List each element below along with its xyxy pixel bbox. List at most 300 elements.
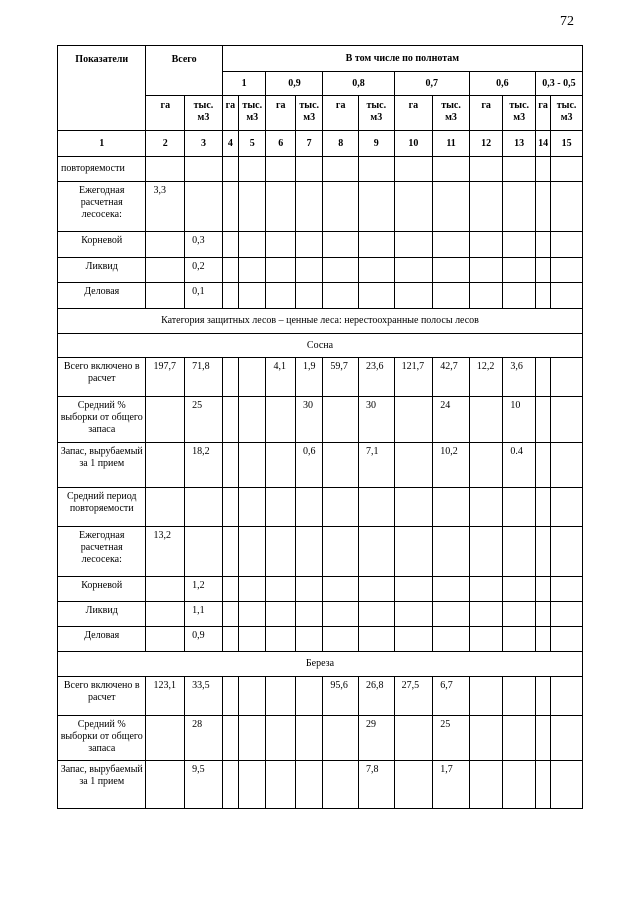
table-cell xyxy=(295,488,322,527)
table-cell: 10 xyxy=(503,397,536,443)
table-cell xyxy=(295,577,322,602)
table-cell xyxy=(503,602,536,627)
table-cell: 23,6 xyxy=(359,358,395,397)
table-cell: 3,6 xyxy=(503,358,536,397)
density-header: 0,7 xyxy=(394,72,469,96)
table-cell xyxy=(551,716,583,761)
table-cell: 33,5 xyxy=(185,677,223,716)
table-row xyxy=(58,716,583,761)
table-cell xyxy=(503,627,536,652)
table-cell: 197,7 xyxy=(146,358,185,397)
table-cell: 27,5 xyxy=(394,677,433,716)
row-label: Ликвид xyxy=(58,602,146,627)
table-row xyxy=(58,182,583,232)
table-cell xyxy=(535,182,550,232)
table-cell: 26,8 xyxy=(359,677,395,716)
column-number: 1 xyxy=(58,131,146,157)
table-cell xyxy=(323,182,359,232)
table-cell xyxy=(433,283,470,309)
table-cell xyxy=(222,397,238,443)
row-label: Средний % выборки от общего запаса xyxy=(58,716,146,761)
table-cell xyxy=(295,283,322,309)
table-cell xyxy=(266,602,295,627)
table-cell: 29 xyxy=(359,716,395,761)
unit-ha-header: га xyxy=(469,96,503,131)
table-cell xyxy=(469,488,503,527)
table-cell: 18,2 xyxy=(185,443,223,488)
table-cell xyxy=(146,488,185,527)
table-cell: 1,9 xyxy=(295,358,322,397)
table-cell xyxy=(266,397,295,443)
table-cell xyxy=(359,232,395,258)
table-cell xyxy=(535,602,550,627)
table-cell xyxy=(222,716,238,761)
table-cell xyxy=(266,716,295,761)
table-row xyxy=(58,677,583,716)
table-cell: 24 xyxy=(433,397,470,443)
table-cell xyxy=(433,577,470,602)
column-number: 5 xyxy=(239,131,266,157)
table-cell xyxy=(551,577,583,602)
table-row xyxy=(58,258,583,283)
table-row xyxy=(58,358,583,397)
table-cell xyxy=(535,157,550,182)
table-cell xyxy=(185,527,223,577)
table-cell: 59,7 xyxy=(323,358,359,397)
table-row xyxy=(58,602,583,627)
table-cell xyxy=(535,258,550,283)
table-row xyxy=(58,397,583,443)
table-cell xyxy=(323,627,359,652)
table-cell xyxy=(503,677,536,716)
column-number-row xyxy=(58,131,583,157)
table-cell xyxy=(535,577,550,602)
table-cell xyxy=(323,397,359,443)
table-cell xyxy=(146,232,185,258)
table-cell xyxy=(185,488,223,527)
column-number: 9 xyxy=(359,131,395,157)
column-number: 8 xyxy=(323,131,359,157)
table-cell xyxy=(469,716,503,761)
table-cell xyxy=(266,488,295,527)
table-cell xyxy=(551,283,583,309)
row-label: Ликвид xyxy=(58,258,146,283)
table-cell xyxy=(394,488,433,527)
table-cell xyxy=(146,397,185,443)
table-cell xyxy=(239,182,266,232)
table-cell: 7,8 xyxy=(359,761,395,809)
table-cell xyxy=(359,527,395,577)
table-row xyxy=(58,157,583,182)
density-header: 0,6 xyxy=(469,72,535,96)
table-cell xyxy=(535,716,550,761)
table-cell xyxy=(295,182,322,232)
table-cell xyxy=(295,157,322,182)
table-cell xyxy=(239,677,266,716)
table-cell xyxy=(469,527,503,577)
table-cell xyxy=(295,602,322,627)
table-cell xyxy=(222,602,238,627)
table-cell: 71,8 xyxy=(185,358,223,397)
table-cell xyxy=(222,157,238,182)
row-label: Средний % выборки от общего запаса xyxy=(58,397,146,443)
table-cell xyxy=(266,283,295,309)
table-cell xyxy=(469,232,503,258)
column-number: 10 xyxy=(394,131,433,157)
table-cell xyxy=(295,258,322,283)
table-cell xyxy=(394,602,433,627)
column-number: 15 xyxy=(551,131,583,157)
table-cell xyxy=(469,677,503,716)
header-by-density: В том числе по полнотам xyxy=(222,46,582,72)
table-cell: 30 xyxy=(359,397,395,443)
table-cell xyxy=(266,258,295,283)
table-cell xyxy=(222,761,238,809)
table-cell: 123,1 xyxy=(146,677,185,716)
row-label: Всего включено в расчет xyxy=(58,677,146,716)
table-cell: 0.4 xyxy=(503,443,536,488)
table-cell xyxy=(239,443,266,488)
table-cell xyxy=(323,157,359,182)
table-cell xyxy=(266,761,295,809)
table-cell xyxy=(222,443,238,488)
table-cell: 4,1 xyxy=(266,358,295,397)
table-cell xyxy=(185,182,223,232)
table-body xyxy=(58,157,583,809)
table-cell xyxy=(146,602,185,627)
table-cell xyxy=(146,716,185,761)
table-cell xyxy=(266,443,295,488)
table-cell xyxy=(535,397,550,443)
table-cell xyxy=(433,602,470,627)
column-number: 11 xyxy=(433,131,470,157)
table-cell: 10,2 xyxy=(433,443,470,488)
table-row xyxy=(58,527,583,577)
table-cell xyxy=(535,761,550,809)
table-cell xyxy=(239,157,266,182)
table-cell xyxy=(503,232,536,258)
table-cell: 0,9 xyxy=(185,627,223,652)
table-cell: 0,3 xyxy=(185,232,223,258)
table-cell: 6,7 xyxy=(433,677,470,716)
table-cell xyxy=(239,716,266,761)
table-cell xyxy=(433,182,470,232)
table-cell xyxy=(551,761,583,809)
table-cell xyxy=(222,627,238,652)
density-header: 0,9 xyxy=(266,72,323,96)
row-label: Деловая xyxy=(58,627,146,652)
table-cell xyxy=(503,283,536,309)
table-cell xyxy=(239,488,266,527)
table-cell xyxy=(359,258,395,283)
column-number: 7 xyxy=(295,131,322,157)
table-cell xyxy=(266,577,295,602)
row-label: Запас, вырубаемый за 1 прием xyxy=(58,443,146,488)
column-number: 6 xyxy=(266,131,295,157)
section-title: Береза xyxy=(58,652,583,677)
table-cell xyxy=(323,232,359,258)
table-row xyxy=(58,283,583,309)
table-cell: 0,2 xyxy=(185,258,223,283)
table-cell xyxy=(266,677,295,716)
section-row xyxy=(58,334,583,358)
table-cell xyxy=(469,577,503,602)
table-cell xyxy=(551,358,583,397)
section-title: Категория защитных лесов – ценные леса: нерестоохранные полосы лесов xyxy=(58,309,583,334)
table-cell: 121,7 xyxy=(394,358,433,397)
table-cell xyxy=(359,283,395,309)
table-cell xyxy=(503,716,536,761)
section-row xyxy=(58,652,583,677)
table-cell xyxy=(295,232,322,258)
table-row xyxy=(58,577,583,602)
table-cell xyxy=(222,577,238,602)
table-cell xyxy=(239,602,266,627)
table-cell xyxy=(469,182,503,232)
column-number: 2 xyxy=(146,131,185,157)
section-row xyxy=(58,309,583,334)
table-row xyxy=(58,488,583,527)
table-cell xyxy=(295,761,322,809)
table-cell xyxy=(222,488,238,527)
table-cell xyxy=(535,232,550,258)
table-cell xyxy=(535,627,550,652)
column-number: 14 xyxy=(535,131,550,157)
table-cell xyxy=(503,157,536,182)
table-cell xyxy=(323,716,359,761)
table-cell xyxy=(469,627,503,652)
density-header: 0,8 xyxy=(323,72,394,96)
table-cell xyxy=(394,627,433,652)
table-cell xyxy=(295,627,322,652)
unit-m3-header: тыс. м3 xyxy=(185,96,223,131)
table-cell xyxy=(503,488,536,527)
table-cell xyxy=(535,677,550,716)
section-title: Сосна xyxy=(58,334,583,358)
table-cell xyxy=(239,627,266,652)
table-cell xyxy=(323,577,359,602)
table-cell xyxy=(266,182,295,232)
table-cell xyxy=(469,443,503,488)
table-cell xyxy=(394,527,433,577)
table-cell xyxy=(394,258,433,283)
table-cell xyxy=(503,182,536,232)
table-cell xyxy=(503,577,536,602)
table-row xyxy=(58,761,583,809)
table-cell xyxy=(239,258,266,283)
table-cell xyxy=(469,602,503,627)
table-cell xyxy=(266,627,295,652)
unit-m3-header: тыс. м3 xyxy=(503,96,536,131)
table-cell: 25 xyxy=(185,397,223,443)
table-cell xyxy=(266,232,295,258)
table-cell xyxy=(469,761,503,809)
table-cell xyxy=(323,488,359,527)
table-cell xyxy=(266,157,295,182)
column-number: 12 xyxy=(469,131,503,157)
row-label: Средний период повторяемости xyxy=(58,488,146,527)
table-cell xyxy=(551,527,583,577)
table-cell xyxy=(146,258,185,283)
unit-ha-header: га xyxy=(394,96,433,131)
table-cell xyxy=(239,527,266,577)
row-label: повторяемости xyxy=(58,157,146,182)
table-cell xyxy=(146,157,185,182)
table-cell xyxy=(433,627,470,652)
table-cell xyxy=(503,761,536,809)
unit-m3-header: тыс. м3 xyxy=(433,96,470,131)
table-cell xyxy=(535,358,550,397)
column-number: 13 xyxy=(503,131,536,157)
table-cell: 95,6 xyxy=(323,677,359,716)
table-cell xyxy=(394,182,433,232)
table-cell xyxy=(433,258,470,283)
table-cell xyxy=(433,157,470,182)
table-cell xyxy=(323,258,359,283)
table-cell xyxy=(146,577,185,602)
table-cell xyxy=(503,258,536,283)
table-cell xyxy=(551,157,583,182)
table-cell: 28 xyxy=(185,716,223,761)
table-cell xyxy=(295,677,322,716)
table-cell xyxy=(394,577,433,602)
table-cell xyxy=(222,232,238,258)
table-cell xyxy=(222,283,238,309)
table-cell xyxy=(394,761,433,809)
table-cell: 1,7 xyxy=(433,761,470,809)
table-cell xyxy=(551,602,583,627)
table-cell xyxy=(239,358,266,397)
row-label: Корневой xyxy=(58,232,146,258)
table-cell xyxy=(535,443,550,488)
table-cell xyxy=(394,443,433,488)
unit-ha-header: га xyxy=(222,96,238,131)
table-cell xyxy=(551,627,583,652)
table-cell xyxy=(394,232,433,258)
unit-ha-header: га xyxy=(266,96,295,131)
table-cell xyxy=(239,577,266,602)
table-cell: 1,1 xyxy=(185,602,223,627)
row-label: Всего включено в расчет xyxy=(58,358,146,397)
table-cell xyxy=(394,397,433,443)
table-cell xyxy=(551,443,583,488)
unit-ha-header: га xyxy=(323,96,359,131)
table-cell xyxy=(222,527,238,577)
column-number: 4 xyxy=(222,131,238,157)
table-cell xyxy=(535,527,550,577)
table-cell xyxy=(146,443,185,488)
unit-m3-header: тыс. м3 xyxy=(359,96,395,131)
unit-m3-header: тыс. м3 xyxy=(239,96,266,131)
table-cell xyxy=(359,488,395,527)
table-cell xyxy=(185,157,223,182)
table-cell: 30 xyxy=(295,397,322,443)
table-cell xyxy=(394,283,433,309)
table-cell xyxy=(146,627,185,652)
table-cell xyxy=(323,527,359,577)
unit-ha-header: га xyxy=(535,96,550,131)
table-cell xyxy=(359,577,395,602)
table-cell xyxy=(551,258,583,283)
forest-data-table xyxy=(57,45,583,809)
table-cell xyxy=(295,716,322,761)
table-cell: 3,3 xyxy=(146,182,185,232)
density-header: 0,3 - 0,5 xyxy=(535,72,582,96)
table-cell xyxy=(323,283,359,309)
table-cell: 25 xyxy=(433,716,470,761)
table-cell: 9,5 xyxy=(185,761,223,809)
table-cell xyxy=(433,232,470,258)
table-cell xyxy=(222,677,238,716)
row-label: Запас, вырубаемый за 1 прием xyxy=(58,761,146,809)
row-label: Ежегодная расчетная лесосека: xyxy=(58,182,146,232)
table-cell xyxy=(359,602,395,627)
table-cell xyxy=(535,283,550,309)
table-row xyxy=(58,443,583,488)
table-cell xyxy=(394,716,433,761)
table-cell xyxy=(239,283,266,309)
density-header: 1 xyxy=(222,72,266,96)
table-cell xyxy=(323,602,359,627)
table-cell xyxy=(146,761,185,809)
table-cell xyxy=(469,157,503,182)
table-cell: 13,2 xyxy=(146,527,185,577)
table-cell xyxy=(239,397,266,443)
table-row xyxy=(58,232,583,258)
column-number: 3 xyxy=(185,131,223,157)
table-cell xyxy=(469,397,503,443)
table-cell: 1,2 xyxy=(185,577,223,602)
table-cell xyxy=(222,358,238,397)
table-cell xyxy=(394,157,433,182)
table-cell xyxy=(433,488,470,527)
table-cell xyxy=(359,182,395,232)
table-cell xyxy=(222,182,238,232)
table-cell xyxy=(469,258,503,283)
table-cell xyxy=(551,488,583,527)
table-cell xyxy=(359,157,395,182)
table-cell xyxy=(469,283,503,309)
table-cell: 42,7 xyxy=(433,358,470,397)
row-label: Деловая xyxy=(58,283,146,309)
table-cell xyxy=(359,627,395,652)
table-cell xyxy=(239,232,266,258)
page-number: 72 xyxy=(560,14,574,29)
table-cell xyxy=(433,527,470,577)
unit-ha-header: га xyxy=(146,96,185,131)
table-header xyxy=(58,46,583,157)
table-row xyxy=(58,627,583,652)
unit-m3-header: тыс. м3 xyxy=(551,96,583,131)
table-cell xyxy=(295,527,322,577)
table-cell xyxy=(551,677,583,716)
table-cell xyxy=(222,258,238,283)
header-indicators: Показатели xyxy=(58,46,146,131)
table-cell xyxy=(239,761,266,809)
table-cell xyxy=(266,527,295,577)
header-total: Всего xyxy=(146,46,222,96)
table-cell xyxy=(551,397,583,443)
table-cell xyxy=(323,443,359,488)
table-cell xyxy=(323,761,359,809)
row-label: Корневой xyxy=(58,577,146,602)
table-cell xyxy=(503,527,536,577)
table-cell xyxy=(535,488,550,527)
row-label: Ежегодная расчетная лесосека: xyxy=(58,527,146,577)
table-cell: 0,6 xyxy=(295,443,322,488)
table-cell: 12,2 xyxy=(469,358,503,397)
unit-m3-header: тыс. м3 xyxy=(295,96,322,131)
